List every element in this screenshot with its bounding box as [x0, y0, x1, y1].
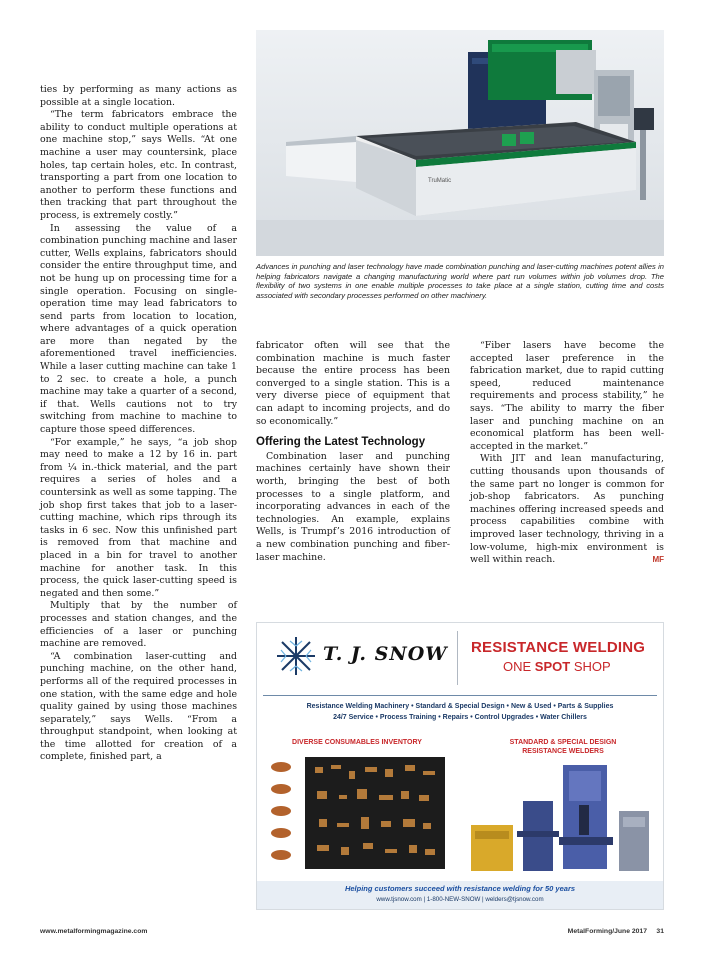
photo-caption: Advances in punching and laser technology have made combination punching and laser-cutting machines potent allies in helping fabricators navigate a changing manufacturing world where part run volumes within job volumes drop. The flexibility of two systems in one enable multiple processes to take place at a single station, cutting time and costs associated with secondary processes performed on other machinery. — [256, 262, 664, 300]
ad-divider — [457, 631, 458, 685]
ad-company-name: T. J. SNOW — [323, 643, 448, 665]
ad-header — [257, 623, 663, 693]
machine-label: TruMatic — [428, 178, 452, 184]
paragraph: ties by performing as many actions as possible at a single location. — [40, 84, 237, 108]
machine-photo — [256, 30, 664, 256]
paragraph: fabricator often will see that the combination machine is much faster because the entire process has been converged to a single station. This is a very diverse piece of equipment that can adapt to incoming projects, and do so economically.” — [256, 340, 450, 427]
paragraph: In assessing the value of a combination punching machine and laser cutter, Wells explains, fabricators should consider the entire throughput time, and not be hung up on processing time for a single operation. Focusing on single-operation time may lead fabricators to send parts from location to location, where advantages of a quick operation are more than negated by the aforementioned travel inefficiencies. While a laser cutting machine can take 1 to 2 sec. to create a hole, a punch machine may take a quarter of a second, if that. Wells cautions not to try switching from machine to machine to capture those speed differences. — [40, 222, 237, 436]
footer-website: www.metalformingmagazine.com — [40, 928, 148, 935]
ad-tagline: Helping customers succeed with resistance welding for 50 years — [344, 884, 576, 893]
footer-issue-page: MetalForming/June 2017 31 — [567, 928, 664, 935]
tj-snow-advertisement — [256, 622, 664, 910]
paragraph-text: With JIT and lean manufacturing, cutting thousands upon thousands of the same part no longer is common for job-shop fabricators. As punching machines offering increased speeds and process capabilities combine with improved laser technology, thriving in a low-volume, high-mix environment is well within reach. — [470, 453, 664, 566]
paragraph: “A combination laser-cutting and punching machine, on the other hand, performs all of the required processes in one station, with the same edge and hole quality gained by using those machines separately,” says Wells. “From a throughput standpoint, when looking at the time allotted for creation of a complete, finished part, a — [40, 650, 237, 763]
paragraph: “The term fabricators embrace the ability to conduct multiple operations at one machine stop,” says Wells. “At one machine a user may countersink, place holes, tap certain holes, etc. In contrast, transporting a part from one location to another to perform these functions and then tracking that part throughout the process, is extremely costly.” — [40, 109, 237, 221]
ad-services-line-1: Resistance Welding Machinery • Standard & Special Design • New & Used • Parts & Supplies — [306, 703, 614, 710]
ad-headline: RESISTANCE WELDING — [471, 639, 646, 656]
snowflake-logo-icon — [275, 635, 317, 677]
paragraph: Combination laser and punching machines certainly have shown their worth, bringing the best of both processes to a single platform, and incorporating advances in each of the technologies. An example, explains Wells, is Trumpf’s 2016 introduction of a new combination punching and fiber-laser machine. — [256, 450, 450, 563]
ad-consumables-heading: DIVERSE CONSUMABLES INVENTORY — [292, 739, 422, 746]
laser-punch-machine-illustration — [256, 30, 664, 256]
article-column-3 — [470, 340, 664, 567]
ad-contact-info: www.tjsnow.com | 1-800-NEW-SNOW | welders@tjsnow.com — [376, 896, 544, 903]
paragraph: Multiply that by the number of processes and station changes, and the efficiencies of a laser or punching machine are removed. — [40, 600, 237, 650]
ad-rule — [263, 695, 657, 696]
ad-subheadline: ONE SPOT SHOP — [503, 659, 611, 674]
section-subhead: Offering the Latest Technology — [256, 436, 426, 449]
electrode-tips-image — [265, 751, 457, 877]
article-column-2 — [256, 340, 450, 564]
ad-services-line-2: 24/7 Service • Process Training • Repairs • Control Upgrades • Water Chillers — [333, 714, 587, 721]
resistance-welder-machines-image — [463, 761, 657, 877]
ad-footer — [257, 881, 663, 909]
article-column-1 — [40, 84, 237, 764]
paragraph: “Fiber lasers have become the accepted laser preference in the fabrication market, due to rapid cutting speed, reduced maintenance requirements and process stability,” he says. “The ability to marry the fiber laser and punching machine on an economical platform has been well-accepted in the market.” — [470, 340, 664, 452]
ad-design-heading: STANDARD & SPECIAL DESIGN RESISTANCE WELDERS — [509, 739, 617, 755]
paragraph: “For example,” he says, “a job shop may need to make a 12 by 16 in. part from ¼ in.-thick material, and the part requires a series of holes and a countersink as well as some tapping. The job shop first takes that job to a laser-cutting machine, which rips through its tasks in 6 sec. Now this unfinished part is removed from that machine and placed in a bin for travel to another machine for another task. In this process, the quick laser-cutting speed is negated and then some.” — [40, 436, 237, 599]
end-of-article-mark: MF — [652, 555, 664, 565]
paragraph — [470, 453, 664, 566]
